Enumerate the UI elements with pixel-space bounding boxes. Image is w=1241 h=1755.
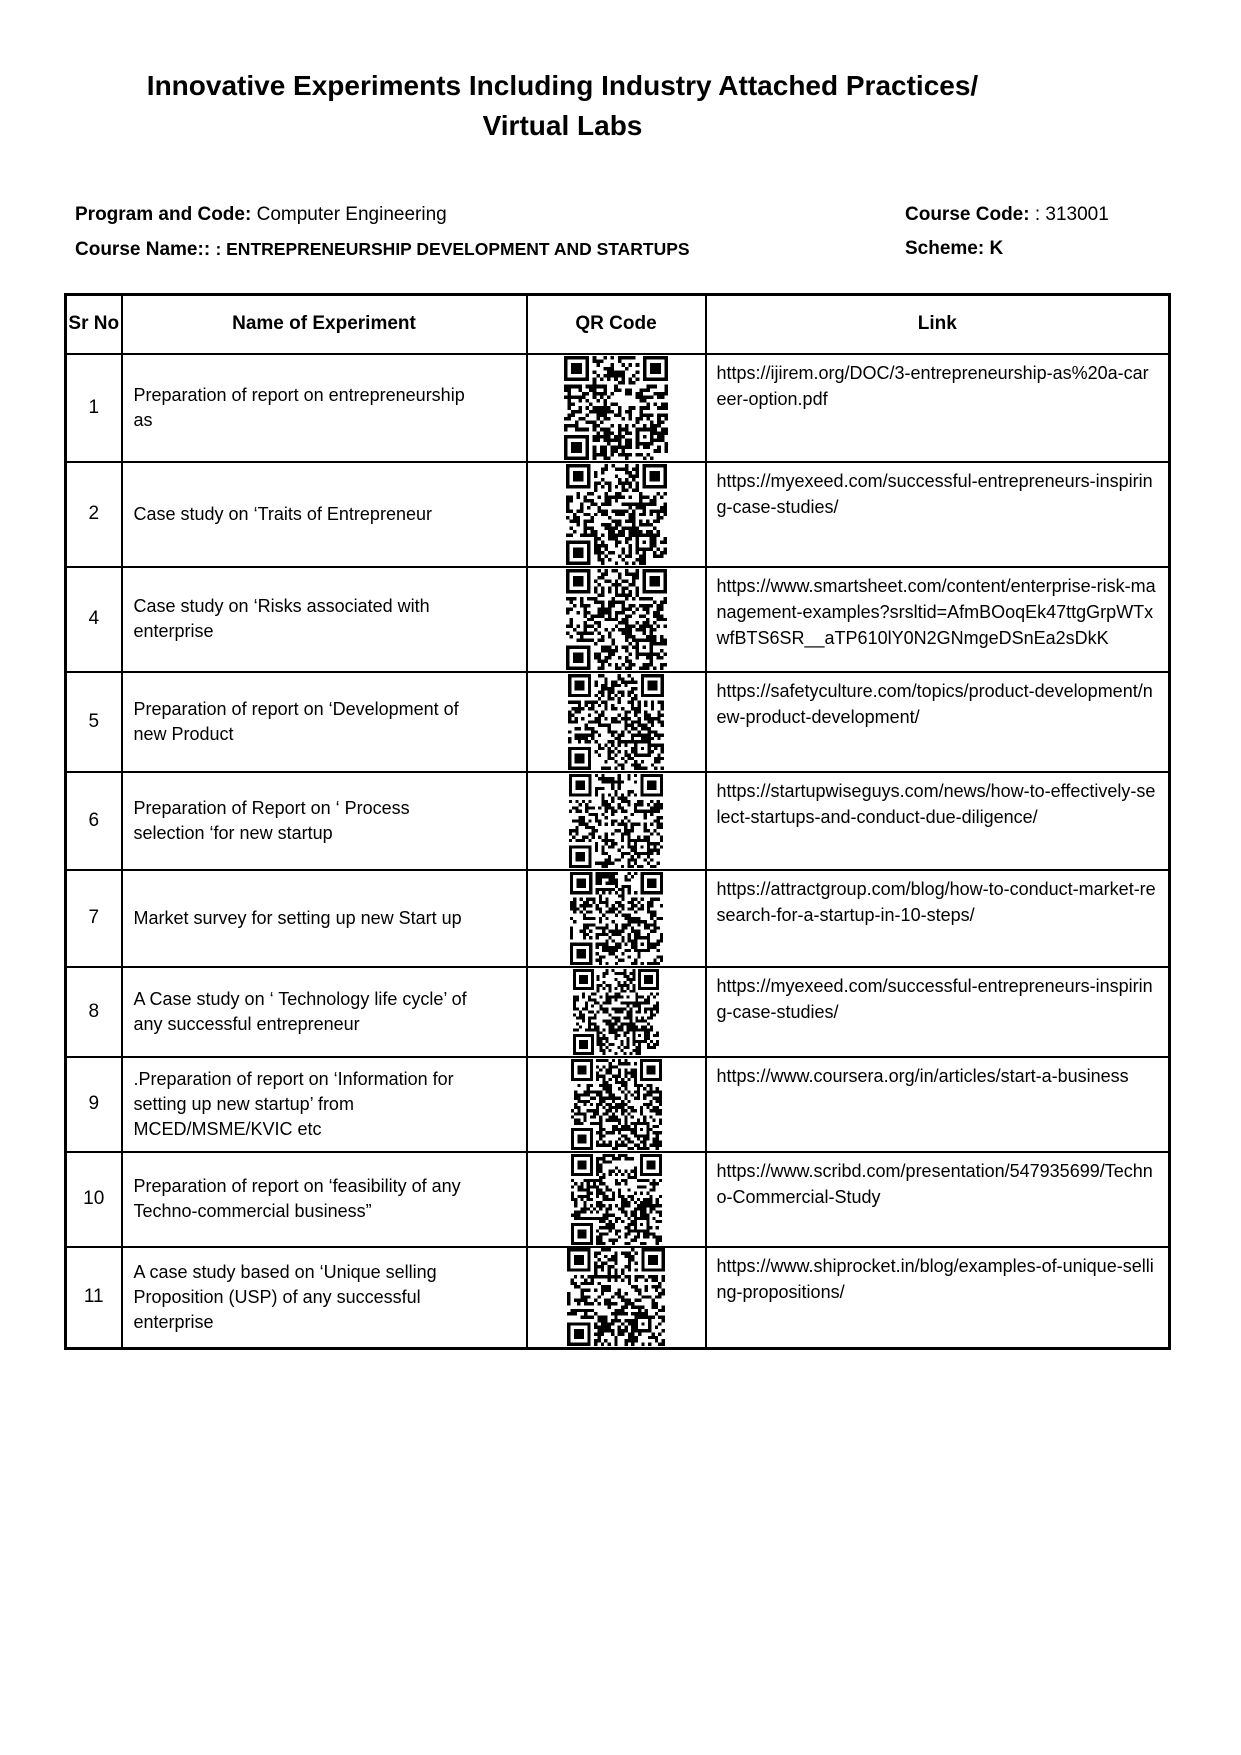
sr-no-cell [66, 1057, 122, 1152]
link-cell [706, 1057, 1170, 1152]
experiments-table [64, 293, 1171, 1350]
course-name-label: Course Name:: [75, 239, 211, 260]
experiment-name-cell [122, 354, 527, 462]
experiment-link[interactable]: https://www.smartsheet.com/content/enterprise-risk-management-examples?srsltid=AfmBOoqEk47ttgGrpWTxwfBTS6SR__aTP610lY0N2GNmgeDSnEa2sDkK [716, 575, 1156, 648]
table-row [66, 1152, 1170, 1247]
experiment-name: Market survey for setting up new Start up [133, 907, 462, 928]
experiment-name: Case study on ‘Risks associated with enterprise [133, 596, 430, 641]
experiment-link[interactable]: https://myexeed.com/successful-entrepreneurs-inspiring-case-studies/ [716, 975, 1153, 1022]
table-row [66, 672, 1170, 772]
experiment-link[interactable]: https://www.coursera.org/in/articles/start-a-business [716, 1065, 1129, 1086]
sr-no-cell [66, 967, 122, 1057]
experiment-name-cell [122, 870, 527, 967]
experiment-name-cell [122, 567, 527, 672]
table-row [66, 567, 1170, 672]
sr-no-value: 7 [88, 907, 100, 928]
course-name-value: : ENTREPRENEURSHIP DEVELOPMENT AND STARTUPS [215, 239, 690, 259]
table-row [66, 462, 1170, 567]
header-experiment-name: Name of Experiment [122, 295, 527, 354]
sr-no-cell [66, 870, 122, 967]
experiment-link[interactable]: https://startupwiseguys.com/news/how-to-effectively-select-startups-and-conduct-due-diligence/ [716, 780, 1156, 827]
table-row [66, 967, 1170, 1057]
sr-no-value: 10 [83, 1188, 105, 1209]
experiment-link[interactable]: https://ijirem.org/DOC/3-entrepreneurship-as%20a-career-option.pdf [716, 362, 1149, 409]
page-title-line1: Innovative Experiments Including Industry Attached Practices/ [146, 70, 979, 101]
qr-code-wrap [528, 1248, 705, 1346]
qr-code-wrap [528, 356, 705, 460]
page-title [0, 66, 1125, 146]
experiment-name-cell [122, 1057, 527, 1152]
experiment-link[interactable]: https://www.scribd.com/presentation/547935699/Techno-Commercial-Study [716, 1160, 1153, 1207]
link-cell [706, 672, 1170, 772]
table-row [66, 354, 1170, 462]
qr-code-cell [527, 1152, 706, 1247]
qr-code-image [567, 1248, 665, 1346]
qr-code-image [566, 569, 667, 670]
qr-code-cell [527, 772, 706, 870]
course-meta [0, 198, 1241, 268]
qr-code-cell [527, 462, 706, 567]
header-qr-code: QR Code [527, 295, 706, 354]
qr-code-image [566, 464, 667, 565]
sr-no-value: 5 [88, 710, 100, 732]
qr-code-cell [527, 354, 706, 462]
experiment-name: Preparation of report on ‘Development of new Product [133, 698, 459, 744]
sr-no-cell [66, 772, 122, 870]
experiment-name: Preparation of report on ‘feasibility of any Techno-commercial business” [133, 1176, 461, 1221]
qr-code-wrap [528, 969, 705, 1055]
qr-code-image [569, 774, 663, 868]
qr-code-cell [527, 1057, 706, 1152]
experiment-name-cell [122, 1152, 527, 1247]
sr-no-value: 2 [88, 503, 100, 524]
header-link: Link [706, 295, 1170, 354]
sr-no-cell [66, 672, 122, 772]
link-cell [706, 967, 1170, 1057]
experiment-name-cell [122, 462, 527, 567]
sr-no-value: 9 [88, 1093, 100, 1114]
link-cell [706, 870, 1170, 967]
table-row [66, 1057, 1170, 1152]
link-cell [706, 354, 1170, 462]
scheme-label: Scheme: [905, 238, 985, 259]
program-label: Program and Code: [75, 204, 252, 225]
sr-no-value: 6 [88, 809, 100, 831]
experiment-name-cell [122, 1247, 527, 1349]
link-cell [706, 1247, 1170, 1349]
qr-code-image [570, 872, 663, 965]
experiment-name-cell [122, 772, 527, 870]
experiment-name: .Preparation of report on ‘Information for setting up new startup’ from MCED/MSME/KVIC etc [133, 1068, 454, 1139]
experiments-table-body [66, 354, 1170, 1349]
sr-no-cell [66, 462, 122, 567]
table-row [66, 1247, 1170, 1349]
page-title-line2: Virtual Labs [482, 110, 643, 141]
sr-no-cell [66, 567, 122, 672]
qr-code-image [573, 969, 659, 1055]
sr-no-value: 1 [88, 396, 100, 418]
qr-code-wrap [528, 674, 705, 770]
qr-code-cell [527, 1247, 706, 1349]
course-code-value: : 313001 [1034, 204, 1109, 225]
experiment-name: Preparation of report on entrepreneurship as [133, 384, 465, 430]
meta-row-program [0, 198, 1241, 232]
experiment-link[interactable]: https://myexeed.com/successful-entrepreneurs-inspiring-case-studies/ [716, 470, 1153, 517]
qr-code-wrap [528, 569, 705, 670]
qr-code-wrap [528, 872, 705, 965]
sr-no-cell [66, 1152, 122, 1247]
scheme-value: K [989, 238, 1004, 259]
qr-code-cell [527, 567, 706, 672]
meta-row-course-name [0, 232, 1241, 266]
qr-code-wrap [528, 1154, 705, 1245]
experiment-link[interactable]: https://www.shiprocket.in/blog/examples-of-unique-selling-propositions/ [716, 1255, 1154, 1302]
table-row [66, 772, 1170, 870]
sr-no-value: 11 [83, 1286, 104, 1308]
experiment-name: Preparation of Report on ‘ Process selection ‘for new startup [133, 797, 410, 843]
qr-code-cell [527, 967, 706, 1057]
qr-code-image [571, 1059, 662, 1150]
sr-no-value: 8 [88, 1000, 100, 1022]
experiment-name-cell [122, 967, 527, 1057]
experiment-name: Case study on ‘Traits of Entrepreneur [133, 503, 432, 524]
qr-code-cell [527, 870, 706, 967]
header-sr-no: Sr No [66, 295, 122, 354]
qr-code-cell [527, 672, 706, 772]
link-cell [706, 1152, 1170, 1247]
sr-no-value: 4 [88, 608, 100, 629]
sr-no-cell [66, 354, 122, 462]
experiment-link[interactable]: https://safetyculture.com/topics/product-development/new-product-development/ [716, 680, 1153, 727]
table-header-row [66, 295, 1170, 354]
program-value: Computer Engineering [256, 204, 447, 225]
table-row [66, 870, 1170, 967]
link-cell [706, 567, 1170, 672]
qr-code-image [571, 1154, 662, 1245]
qr-code-image [564, 356, 668, 460]
qr-code-wrap [528, 464, 705, 565]
link-cell [706, 462, 1170, 567]
experiment-name: A case study based on ‘Unique selling Proposition (USP) of any successful enterprise [133, 1261, 437, 1332]
qr-code-image [568, 674, 664, 770]
qr-code-wrap [528, 1059, 705, 1150]
experiment-name-cell [122, 672, 527, 772]
experiment-link[interactable]: https://attractgroup.com/blog/how-to-conduct-market-research-for-a-startup-in-10-steps/ [716, 878, 1156, 925]
experiment-name: A Case study on ‘ Technology life cycle’ of any successful entrepreneur [133, 988, 467, 1034]
qr-code-wrap [528, 774, 705, 868]
sr-no-cell [66, 1247, 122, 1349]
course-code-label: Course Code: [905, 204, 1030, 225]
link-cell [706, 772, 1170, 870]
